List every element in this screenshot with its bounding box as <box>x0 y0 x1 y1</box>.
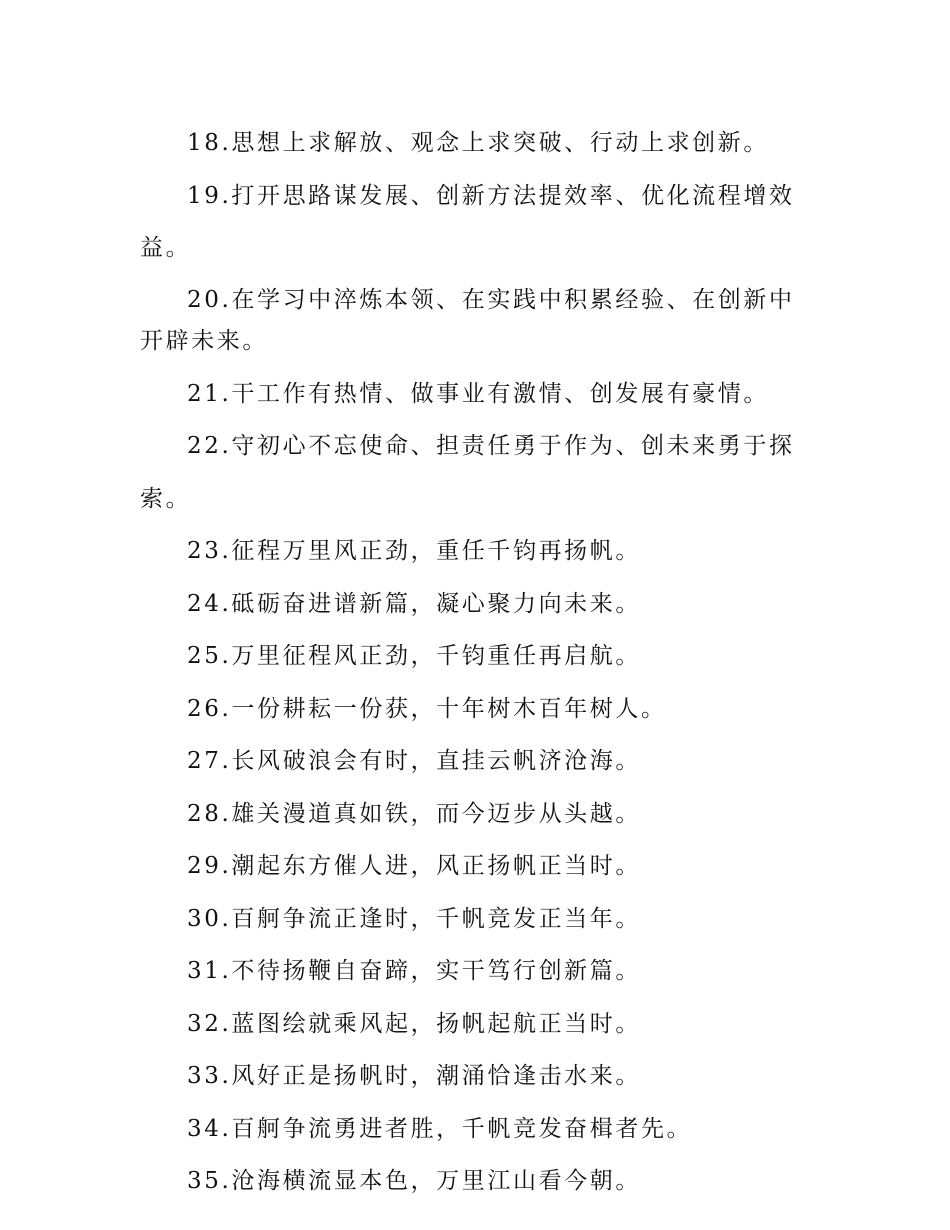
list-item-28: 28.雄关漫道真如铁，而今迈步从头越。 <box>187 800 641 827</box>
list-item-20: 20.在学习中淬炼本领、在实践中积累经验、在创新中开辟未来。 <box>140 286 795 354</box>
list-item-24: 24.砥砺奋进谱新篇，凝心聚力向未来。 <box>187 590 641 617</box>
list-item-23: 23.征程万里风正劲，重任千钧再扬帆。 <box>187 538 641 564</box>
list-item-22: 22.守初心不忘使命、担责任勇于作为、创未来勇于探索。 <box>140 433 795 512</box>
list-item-21: 21.干工作有热情、做事业有激情、创发展有豪情。 <box>187 380 769 407</box>
list-item-25: 25.万里征程风正劲，千钧重任再启航。 <box>187 643 641 669</box>
list-item-33: 33.风好正是扬帆时，潮涌恰逢击水来。 <box>187 1063 641 1089</box>
list-item-34: 34.百舸争流勇进者胜，千帆竞发奋楫者先。 <box>187 1115 693 1142</box>
list-item-32: 32.蓝图绘就乘风起，扬帆起航正当时。 <box>187 1010 641 1037</box>
list-item-35: 35.沧海横流显本色，万里江山看今朝。 <box>187 1168 641 1194</box>
list-item-30: 30.百舸争流正逢时，千帆竞发正当年。 <box>187 905 641 932</box>
list-item-18: 18.思想上求解放、观念上求突破、行动上求创新。 <box>187 130 769 156</box>
list-item-19: 19.打开思路谋发展、创新方法提效率、优化流程增效益。 <box>140 182 795 261</box>
list-item-26: 26.一份耕耘一份获，十年树木百年树人。 <box>187 695 667 722</box>
list-item-27: 27.长风破浪会有时，直挂云帆济沧海。 <box>187 748 641 774</box>
list-item-31: 31.不待扬鞭自奋蹄，实干笃行创新篇。 <box>187 958 641 984</box>
document-body <box>140 117 820 1208</box>
list-item-29: 29.潮起东方催人进，风正扬帆正当时。 <box>187 853 641 879</box>
